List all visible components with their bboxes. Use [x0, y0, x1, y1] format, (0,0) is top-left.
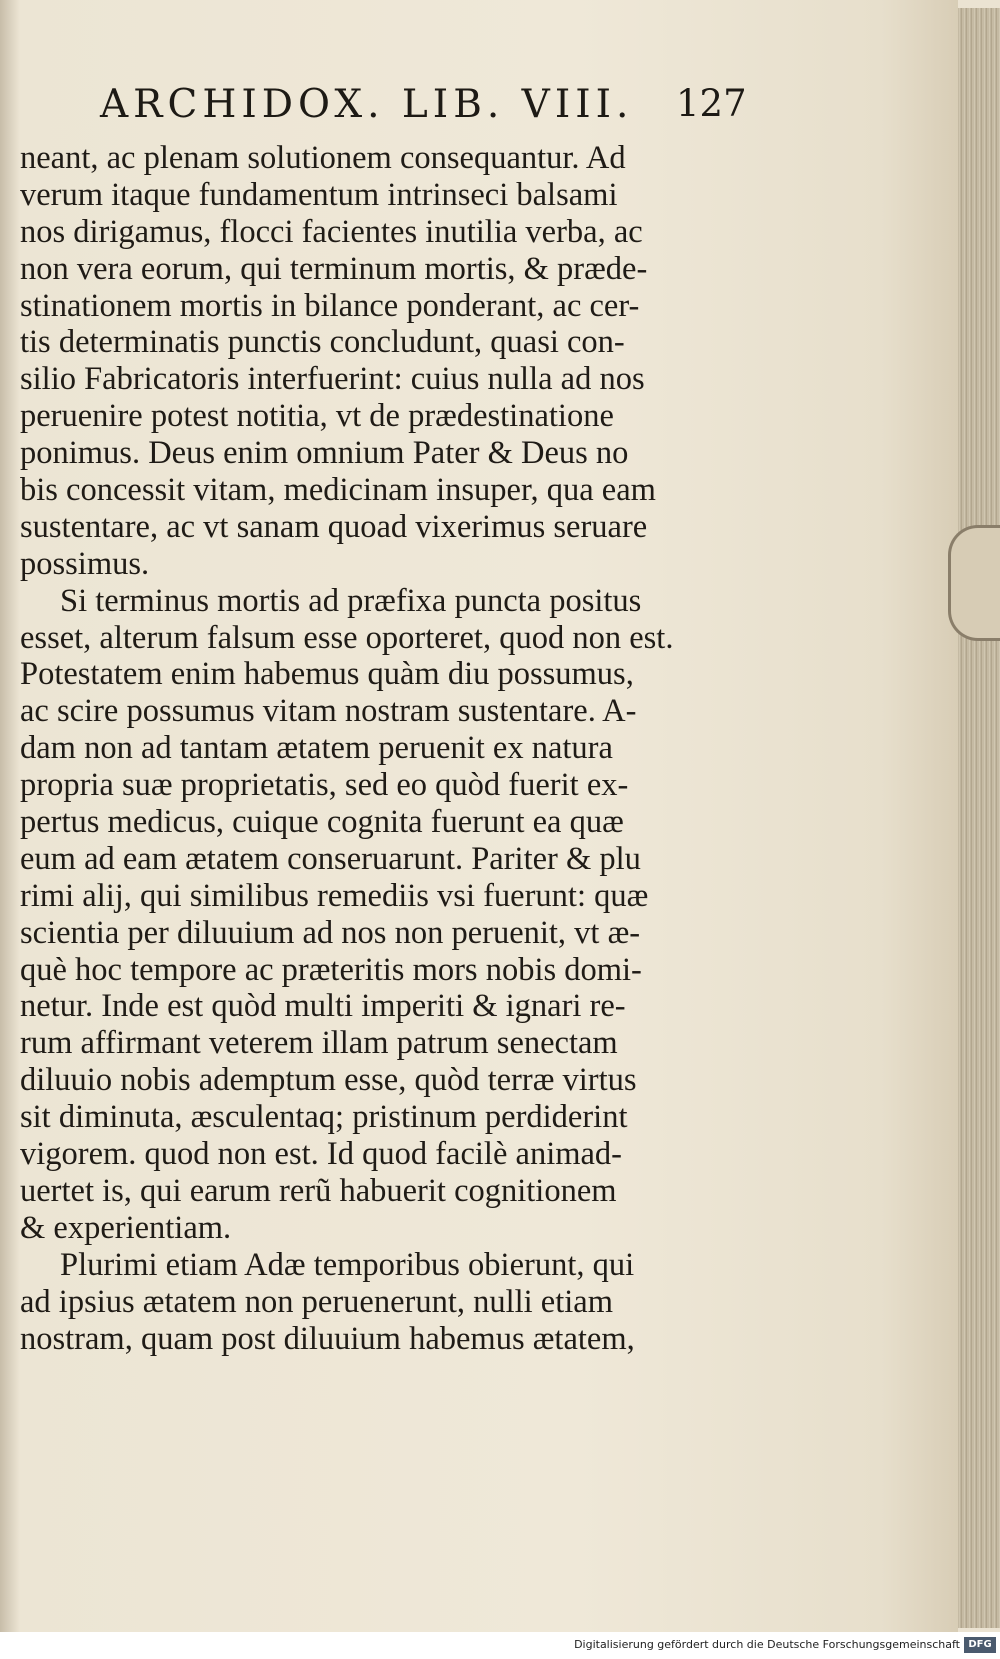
text-line: scientia per diluuium ad nos non peruenit, vt æ- [20, 914, 641, 951]
text-line: ad ipsius ætatem non peruenerunt, nulli etiam [20, 1283, 613, 1320]
text-line: propria suæ proprietatis, sed eo quòd fuerit ex- [20, 767, 629, 804]
text-line: vigorem. quod non est. Id quod facilè animad- [20, 1136, 622, 1173]
text-line: eum ad eam ætatem conseruarunt. Pariter & plu [20, 840, 641, 877]
text-line: possimus. [20, 545, 150, 582]
text-line: non vera eorum, qui terminum mortis, & præde- [20, 250, 648, 287]
text-line: neant, ac plenam solutionem consequantur. Ad [20, 140, 626, 176]
text-line: esset, alterum falsum esse oporteret, quod non est. [20, 619, 674, 656]
text-line: bis concessit vitam, medicinam insuper, qua eam [20, 472, 656, 509]
text-line: sit diminuta, æsculentaq; pristinum perdiderint [20, 1099, 628, 1136]
text-line: rum affirmant veterem illam patrum senectam [20, 1025, 618, 1062]
text-line: Plurimi etiam Adæ temporibus obierunt, qui [60, 1246, 635, 1283]
text-line: nostram, quam post diluuium habemus ætatem, [20, 1320, 635, 1357]
digitization-footer [0, 1632, 1000, 1659]
text-line: & experientiam. [20, 1209, 232, 1246]
body-text [20, 140, 740, 1357]
running-head: ARCHIDOX. LIB. VIII. [100, 82, 634, 127]
text-line: Potestatem enim habemus quàm diu possumus, [20, 656, 634, 693]
text-line: rimi alij, qui similibus remediis vsi fuerunt: quæ [20, 877, 649, 914]
page-edges [958, 8, 1000, 1628]
text-line: peruenire potest notitia, vt de prædestinatione [20, 398, 614, 435]
text-line: dam non ad tantam ætatem peruenit ex natura [20, 730, 613, 767]
text-line: diluuio nobis ademptum esse, quòd terræ virtus [20, 1062, 637, 1099]
book-clasp [948, 525, 1000, 641]
text-line: sustentare, ac vt sanam quoad vixerimus seruare [20, 508, 648, 545]
dfg-logo-icon: DFG [964, 1637, 996, 1653]
text-line: tis determinatis punctis concludunt, quasi con- [20, 324, 625, 361]
text-line: pertus medicus, cuique cognita fuerunt ea quæ [20, 804, 624, 841]
text-line: què hoc tempore ac præteritis mors nobis domi- [20, 951, 642, 988]
text-line: verum itaque fundamentum intrinseci balsami [20, 176, 618, 213]
text-line: ponimus. Deus enim omnium Pater & Deus no [20, 435, 629, 472]
text-line: stinationem mortis in bilance ponderant, ac cer- [20, 287, 640, 324]
text-line: Si terminus mortis ad præfixa puncta positus [60, 582, 642, 619]
footer-credit: Digitalisierung gefördert durch die Deutsche Forschungsgemeinschaft [574, 1638, 960, 1651]
text-line: netur. Inde est quòd multi imperiti & ignari re- [20, 988, 626, 1025]
folio-number: 127 [676, 82, 747, 125]
text-line: silio Fabricatoris interfuerint: cuius nulla ad nos [20, 361, 645, 398]
text-line: ac scire possumus vitam nostram sustentare. A- [20, 693, 637, 730]
text-line: uertet is, qui earum rerũ habuerit cognitionem [20, 1172, 617, 1209]
spine-shadow [0, 0, 20, 1632]
text-line: nos dirigamus, flocci facientes inutilia verba, ac [20, 213, 643, 250]
